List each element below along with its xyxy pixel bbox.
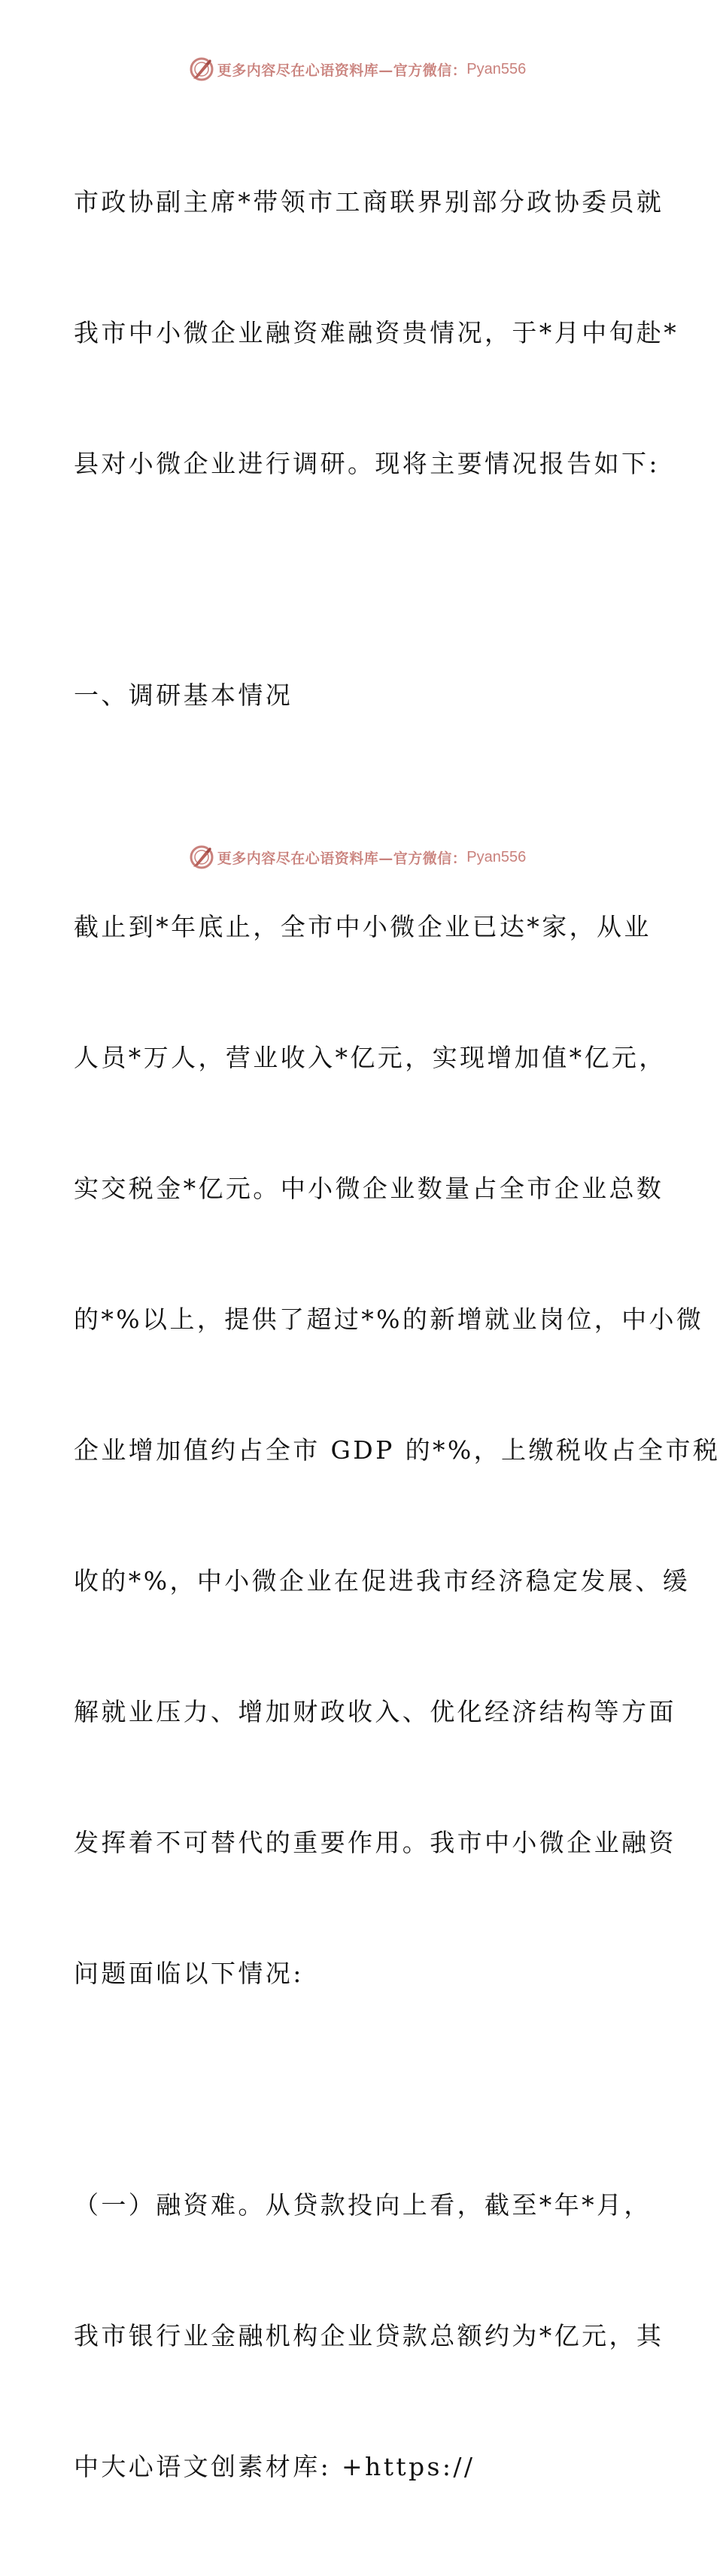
text-line: 我市银行业金融机构企业贷款总额约为*亿元，其: [74, 2321, 664, 2350]
text-line: 市政协副主席*带领市工商联界别部分政协委员就: [74, 187, 664, 217]
quill-pen-circle-icon: [189, 56, 214, 82]
text-line: 中大心语文创素材库: +https://: [74, 2452, 475, 2481]
text-line: 解就业压力、增加财政收入、优化经济结构等方面: [74, 1697, 676, 1726]
text-line: （一）融资难。从贷款投向上看，截至*年*月，: [74, 2190, 652, 2220]
financing-paragraph: [74, 2096, 664, 2576]
footer-watermark: [0, 842, 715, 872]
document-body: [74, 93, 720, 2576]
watermark-wechat-id: Pyan556: [466, 60, 527, 77]
text-line: 截止到*年底止，全市中小微企业已达*家，从业: [74, 912, 652, 941]
text-line: 实交税金*亿元。中小微企业数量占全市企业总数: [74, 1174, 664, 1203]
watermark-wechat-id: Pyan556: [466, 848, 527, 865]
intro-paragraph: [74, 93, 679, 573]
section-heading: 一、调研基本情况: [74, 680, 293, 710]
text-line: 我市中小微企业融资难融资贵情况，于*月中旬赴*: [74, 318, 679, 347]
header-watermark: [0, 54, 715, 84]
text-line: 收的*%，中小微企业在促进我市经济稳定发展、缓: [74, 1566, 691, 1596]
text-line: 的*%以上，提供了超过*%的新增就业岗位，中小微: [74, 1305, 704, 1334]
text-line: 发挥着不可替代的重要作用。我市中小微企业融资: [74, 1828, 676, 1857]
text-line: 问题面临以下情况:: [74, 1959, 304, 1988]
overview-paragraph: [74, 818, 720, 2083]
text-line: 人员*万人，营业收入*亿元，实现增加值*亿元，: [74, 1043, 667, 1072]
watermark-text: 更多内容尽在心语资料库—官方微信：: [217, 850, 467, 867]
text-line: 县对小微企业进行调研。现将主要情况报告如下:: [74, 449, 660, 478]
quill-pen-circle-icon: [189, 844, 214, 870]
text-line: 企业增加值约占全市 GDP 的*%，上缴税收占全市税: [74, 1435, 720, 1465]
watermark-text: 更多内容尽在心语资料库—官方微信：: [217, 62, 467, 79]
